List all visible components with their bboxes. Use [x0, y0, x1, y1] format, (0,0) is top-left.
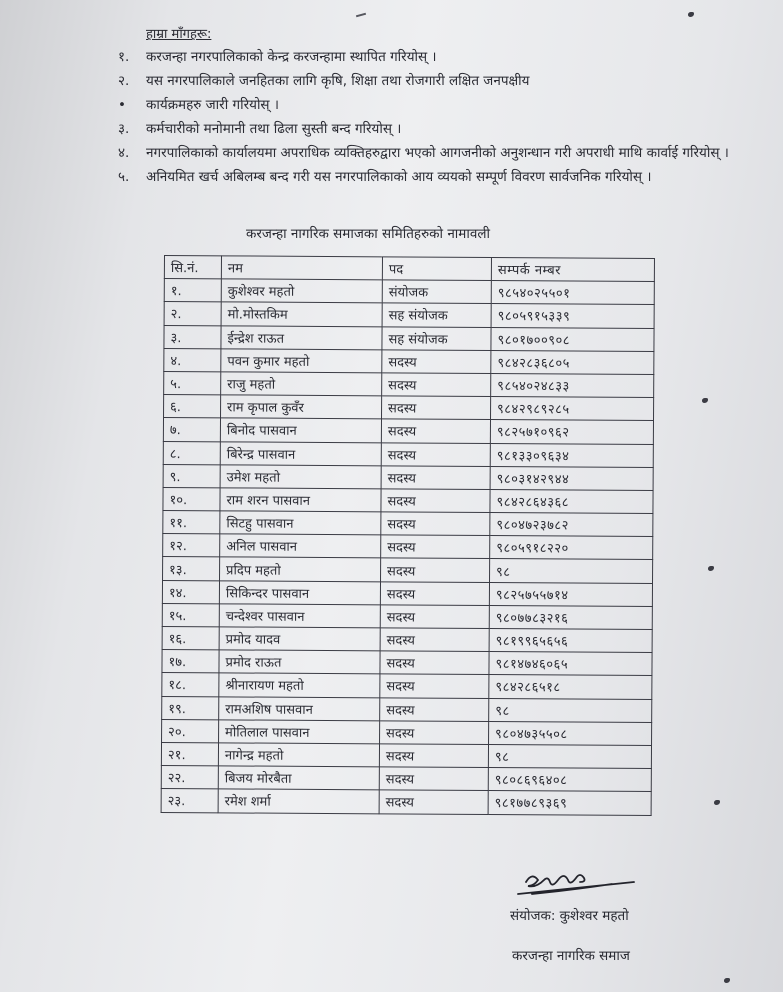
table-row: [164, 371, 654, 397]
cell-serial: ८.: [163, 441, 220, 465]
cell-serial: ७.: [163, 418, 220, 442]
col-header-name: नम: [221, 256, 382, 280]
cell-name: सिटहु पासवान: [220, 511, 381, 535]
cell-serial: २.: [164, 302, 221, 326]
cell-post: सह संयोजक: [382, 303, 491, 327]
ink-speck: [724, 978, 730, 983]
cell-serial: १४.: [162, 580, 219, 604]
cell-phone: ९८०१७००९०८: [491, 327, 654, 351]
cell-serial: १.: [164, 279, 221, 303]
cell-serial: १३.: [163, 557, 220, 581]
cell-name: राम कृपाल कुवँर: [221, 395, 382, 419]
cell-serial: २२.: [161, 766, 218, 790]
cell-serial: १२.: [163, 534, 220, 558]
table-header-row: [164, 256, 654, 282]
demand-item: [118, 166, 738, 188]
cell-serial: २३.: [161, 789, 218, 813]
cell-serial: १८.: [162, 673, 219, 697]
table-title: करजन्हा नागरिक समाजका समितिहरुको नामावली: [246, 226, 491, 242]
table-row: [164, 395, 654, 421]
cell-serial: १७.: [162, 650, 219, 674]
cell-name: बिरेन्द्र पासवान: [220, 441, 381, 465]
cell-serial: २०.: [162, 719, 219, 743]
table-body: [161, 279, 654, 815]
cell-phone: ९८१३३०९६३४: [490, 443, 653, 467]
cell-post: सदस्य: [380, 721, 489, 745]
cell-phone: ९८०४७३५५०८: [489, 721, 652, 745]
cell-phone: ९८०८६९६४०८: [488, 768, 651, 792]
cell-name: सिकिन्दर पासवान: [219, 580, 380, 604]
cell-post: संयोजक: [382, 280, 491, 304]
table-row: [164, 325, 654, 351]
cell-serial: १९.: [162, 696, 219, 720]
cell-serial: ६.: [164, 395, 221, 419]
demand-number: २.: [118, 73, 130, 89]
demand-item: [118, 70, 738, 92]
cell-serial: ५.: [164, 371, 221, 395]
demand-text: अनियमित खर्च अबिलम्ब बन्द गरी यस नगरपालिकाको आय व्ययको सम्पूर्ण विवरण सार्वजनिक गरियोस् ।: [146, 169, 652, 185]
table-row: [162, 580, 652, 606]
cell-phone: ९८०३१४२९४४: [490, 466, 653, 490]
cell-name: कुशेश्वर महतो: [221, 279, 382, 303]
cell-post: सदस्य: [381, 442, 490, 466]
table-row: [162, 650, 652, 676]
demand-number: ३.: [118, 121, 130, 137]
ink-speck: [708, 566, 714, 571]
cell-serial: ११.: [163, 511, 220, 535]
ink-speck: [688, 12, 694, 17]
ink-speck: [714, 800, 720, 805]
cell-name: मो.मोस्तकिम: [221, 302, 382, 326]
cell-post: सदस्य: [380, 697, 489, 721]
cell-name: उमेश महतो: [220, 465, 381, 489]
cell-post: सदस्य: [379, 744, 488, 768]
cell-post: सदस्य: [382, 396, 491, 420]
pen-mark: [356, 13, 366, 18]
cell-name: प्रदिप महतो: [220, 557, 381, 581]
cell-post: सदस्य: [380, 674, 489, 698]
members-table: [161, 255, 655, 815]
cell-post: सदस्य: [380, 581, 489, 605]
cell-post: सह संयोजक: [382, 326, 491, 350]
demand-item: [118, 94, 738, 116]
cell-phone: ९८२५७५५७१४: [489, 582, 652, 606]
demand-item: [118, 142, 738, 164]
cell-name: पवन कुमार महतो: [221, 349, 382, 373]
cell-phone: ९८४२९८९२८५: [490, 397, 653, 421]
cell-phone: ९८: [490, 559, 653, 583]
cell-name: नागेन्द्र महतो: [218, 743, 379, 767]
table-row: [163, 511, 653, 537]
cell-name: श्रीनारायण महतो: [219, 673, 380, 697]
demand-number: ५.: [118, 169, 130, 185]
cell-name: बिनोद पासवान: [220, 418, 381, 442]
cell-name: प्रमोद यादव: [219, 627, 380, 651]
table-row: [162, 626, 652, 652]
col-header-serial: सि.नं.: [164, 256, 221, 280]
demands-heading: हाम्रा माँगहरू:: [146, 27, 212, 42]
table-row: [162, 673, 652, 699]
table-row: [162, 719, 652, 745]
table-row: [163, 557, 653, 583]
demand-number: १.: [118, 49, 130, 65]
signature-organization: करजन्हा नागरिक समाज: [512, 948, 630, 964]
signature-scribble: [512, 860, 652, 900]
cell-serial: ४.: [164, 348, 221, 372]
cell-name: राम शरन पासवान: [220, 488, 381, 512]
cell-name: रमेश शर्मा: [218, 789, 379, 813]
cell-serial: ३.: [164, 325, 221, 349]
demand-item: [118, 46, 738, 68]
table-row: [162, 603, 652, 629]
cell-name: चन्देश्वर पासवान: [219, 604, 380, 628]
cell-name: रामअशिष पासवान: [219, 696, 380, 720]
cell-phone: ९८१९९६५६५६: [489, 628, 652, 652]
cell-post: सदस्य: [380, 628, 489, 652]
demand-number: ४.: [118, 145, 130, 161]
cell-serial: १६.: [162, 626, 219, 650]
demand-text: नगरपालिकाको कार्यालयमा अपराधिक व्यक्तिहरुद्वारा भएको आगजनीको अनुशन्धान गरी अपराधी माथि कार्वाई गरियोस् ।: [146, 145, 729, 161]
table-row: [161, 766, 651, 792]
demand-text: कर्मचारीको मनोमानी तथा ढिला सुस्ती बन्द गरियोस् ।: [146, 121, 402, 137]
cell-phone: ९८४२८३६८०५: [491, 350, 654, 374]
cell-name: राजु महतो: [221, 372, 382, 396]
table-row: [161, 789, 651, 815]
cell-phone: ९८: [489, 698, 652, 722]
cell-phone: ९८५४०२५५०१: [491, 281, 654, 305]
cell-phone: ९८४२८६४३६८: [490, 489, 653, 513]
table-row: [164, 348, 654, 374]
cell-post: सदस्य: [382, 350, 491, 374]
cell-phone: ९८२५७१०९६२: [490, 420, 653, 444]
cell-phone: ९८०४७२३७८२: [490, 513, 653, 537]
cell-post: सदस्य: [381, 466, 490, 490]
cell-phone: ९८०५९१८२२०: [490, 536, 653, 560]
table-row: [163, 441, 653, 467]
demands-list: [118, 46, 738, 190]
cell-serial: २१.: [161, 742, 218, 766]
cell-name: प्रमोद राऊत: [219, 650, 380, 674]
table-row: [163, 418, 653, 444]
cell-serial: ९.: [163, 464, 220, 488]
cell-post: सदस्य: [381, 535, 490, 559]
cell-name: मोतिलाल पासवान: [219, 720, 380, 744]
cell-post: सदस्य: [382, 373, 491, 397]
demand-text: करजन्हा नगरपालिकाको केन्द्र करजन्हामा स्थापित गरियोस् ।: [146, 49, 437, 65]
cell-post: सदस्य: [381, 419, 490, 443]
signature-name: संयोजक: कुशेश्वर महतो: [510, 908, 629, 924]
cell-serial: १५.: [162, 603, 219, 627]
table-row: [163, 534, 653, 560]
cell-post: सदस्य: [380, 651, 489, 675]
table-row: [163, 464, 653, 490]
ink-speck: [702, 398, 708, 403]
col-header-post: पद: [382, 257, 491, 281]
cell-post: सदस्य: [381, 489, 490, 513]
cell-post: सदस्य: [379, 790, 488, 814]
cell-phone: ९८०५९१५३३९: [491, 304, 654, 328]
cell-phone: ९८१७७८९३६९: [488, 791, 651, 815]
cell-phone: ९८: [488, 744, 651, 768]
table-row: [164, 279, 654, 305]
cell-serial: १०.: [163, 487, 220, 511]
table-row: [164, 302, 654, 328]
demand-text: यस नगरपालिकाले जनहितका लागि कृषि, शिक्षा तथा रोजगारी लक्षित जनपक्षीय: [146, 73, 530, 89]
cell-phone: ९८०७७८३२१६: [489, 605, 652, 629]
cell-name: बिजय मोरबैता: [218, 766, 379, 790]
cell-post: सदस्य: [381, 558, 490, 582]
cell-post: सदस्य: [381, 512, 490, 536]
table-row: [162, 696, 652, 722]
cell-phone: ९८१४७४६०६५: [489, 652, 652, 676]
cell-post: सदस्य: [380, 605, 489, 629]
table-row: [163, 487, 653, 513]
demand-number: •: [118, 97, 126, 113]
cell-phone: ९८४२८६५१८: [489, 675, 652, 699]
table-row: [161, 742, 651, 768]
cell-name: ईन्द्रेश राऊत: [221, 325, 382, 349]
cell-post: सदस्य: [379, 767, 488, 791]
col-header-phone: सम्पर्क नम्बर: [491, 258, 654, 282]
cell-name: अनिल पासवान: [220, 534, 381, 558]
demand-text: कार्यक्रमहरु जारी गरियोस् ।: [146, 97, 279, 113]
cell-phone: ९८५४०२४८३३: [491, 373, 654, 397]
demand-item: [118, 118, 738, 140]
